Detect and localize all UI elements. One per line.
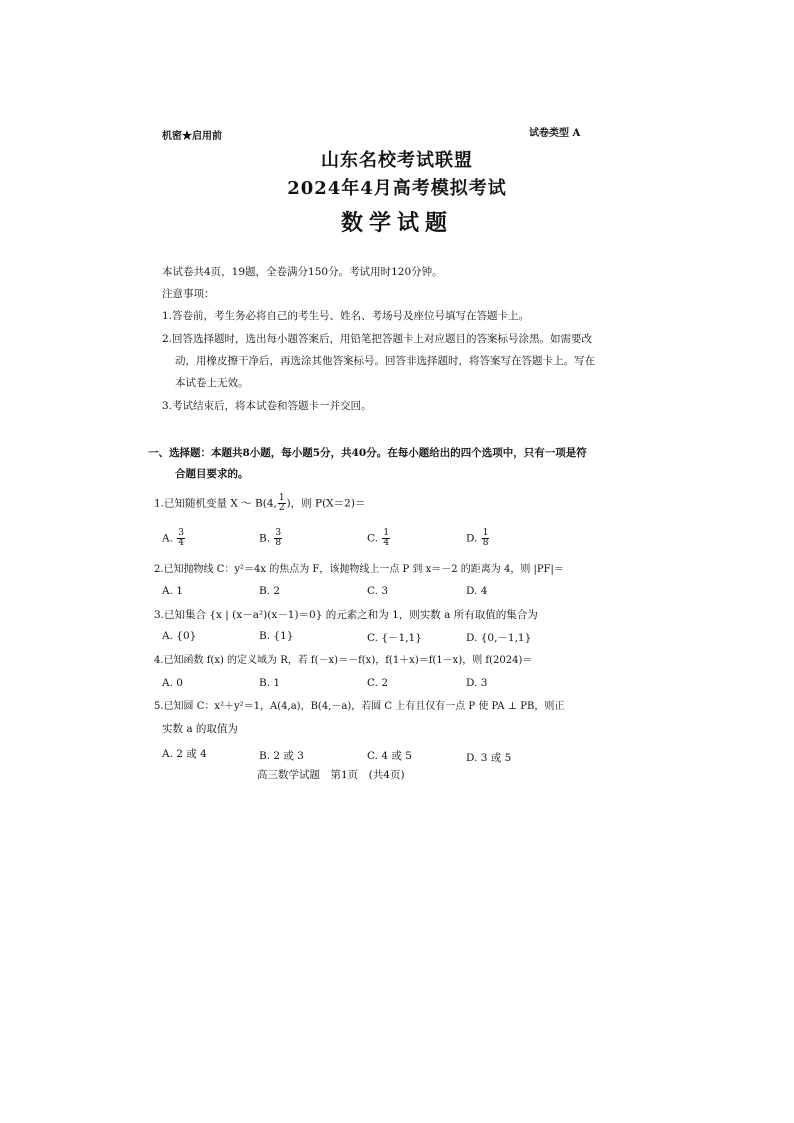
q1-option-a[interactable]: A. $\frac{3}{4}$ — [162, 528, 184, 548]
question-3-stem: 3.已知集合 {x | (x－a²)(x－1)＝0} 的元素之和为 1，则实数 a 所有取值的集合为 — [154, 609, 538, 621]
q5-option-a[interactable]: A. 2 或 4 — [162, 748, 207, 760]
q2-option-c[interactable]: C. 3 — [367, 585, 389, 597]
q3-option-a[interactable]: A. {0} — [162, 630, 197, 642]
q2-option-a[interactable]: A. 1 — [162, 585, 183, 597]
q1-stem-part2: )，则 P(X＝2)＝ — [286, 497, 366, 510]
q2-option-d[interactable]: D. 4 — [466, 585, 488, 597]
q2-option-b[interactable]: B. 2 — [259, 585, 281, 597]
q4-option-c[interactable]: C. 2 — [367, 677, 389, 689]
question-4-stem: 4.已知函数 f(x) 的定义域为 R，若 f(－x)＝－f(x)，f(1＋x)＝f(1－x)，则 f(2024)＝ — [154, 655, 533, 666]
q1-option-d[interactable]: D. $\frac{1}{8}$ — [466, 528, 489, 548]
q4-option-a[interactable]: A. 0 — [162, 677, 183, 689]
question-5-stem: 5.已知圆 C：x²＋y²＝1，A(4,a)，B(4,－a)，若圆 C 上有且仅有一点 P 使 PA ⊥ PB，则正 — [154, 701, 565, 712]
q3-option-c[interactable]: C. {－1,1} — [367, 632, 422, 644]
notice-heading: 注意事项： — [162, 288, 215, 300]
notice-item-3: 3.考试结束后，将本试卷和答题卡一并交回。 — [162, 400, 372, 412]
section-heading: 一、选择题：本题共8小题，每小题5分，共40分。在每小题给出的四个选项中，只有一项是符 — [148, 447, 587, 459]
exam-date-title: 2024年4月高考模拟考试 — [287, 178, 507, 199]
question-1-stem — [154, 494, 365, 513]
q1-stem-part1: 1.已知随机变量 X ～ B(4, — [154, 497, 277, 510]
q5-option-d[interactable]: D. 3 或 5 — [466, 752, 512, 764]
paper-type-label: 试卷类型 A — [529, 128, 581, 139]
intro-text: 本试卷共4页，19题，全卷满分150分。考试用时120分钟。 — [162, 266, 443, 278]
notice-item-2-cont: 动，用橡皮擦干净后，再选涂其他答案标号。回答非选择题时，将答案写在答题卡上。写在 — [175, 355, 595, 367]
q3-option-b[interactable]: B. {1} — [259, 630, 294, 642]
q4-option-d[interactable]: D. 3 — [466, 677, 488, 689]
q5-option-c[interactable]: C. 4 或 5 — [367, 750, 412, 762]
q1-option-c[interactable]: C. $\frac{1}{4}$ — [367, 528, 390, 548]
notice-item-1: 1.答卷前，考生务必将自己的考生号、姓名、考场号及座位号填写在答题卡上。 — [162, 310, 530, 322]
q5-option-b[interactable]: B. 2 或 3 — [259, 750, 304, 762]
section-heading-cont: 合题目要求的。 — [175, 468, 249, 480]
subject-title: 数学试题 — [340, 210, 453, 236]
page-footer: 高三数学试题 第1页 (共4页) — [257, 769, 405, 781]
question-5-stem-cont: 实数 a 的取值为 — [162, 723, 238, 735]
q4-option-b[interactable]: B. 1 — [259, 677, 281, 689]
exam-union-title: 山东名校考试联盟 — [321, 150, 473, 171]
q3-option-d[interactable]: D. {0,－1,1} — [466, 632, 532, 644]
confidential-label: 机密★启用前 — [162, 131, 222, 142]
q1-fraction: $\frac{1}{2}$ — [278, 493, 285, 513]
notice-item-2-cont2: 本试卷上无效。 — [175, 377, 249, 389]
notice-item-2: 2.回答选择题时，选出每小题答案后，用铅笔把答题卡上对应题目的答案标号涂黑。如需要改 — [162, 333, 593, 345]
question-2-stem: 2.已知抛物线 C：y²＝4x 的焦点为 F，该抛物线上一点 P 到 x＝－2 的距离为 4，则 |PF|＝ — [154, 564, 564, 575]
q1-option-b[interactable]: B. $\frac{3}{8}$ — [259, 528, 282, 548]
